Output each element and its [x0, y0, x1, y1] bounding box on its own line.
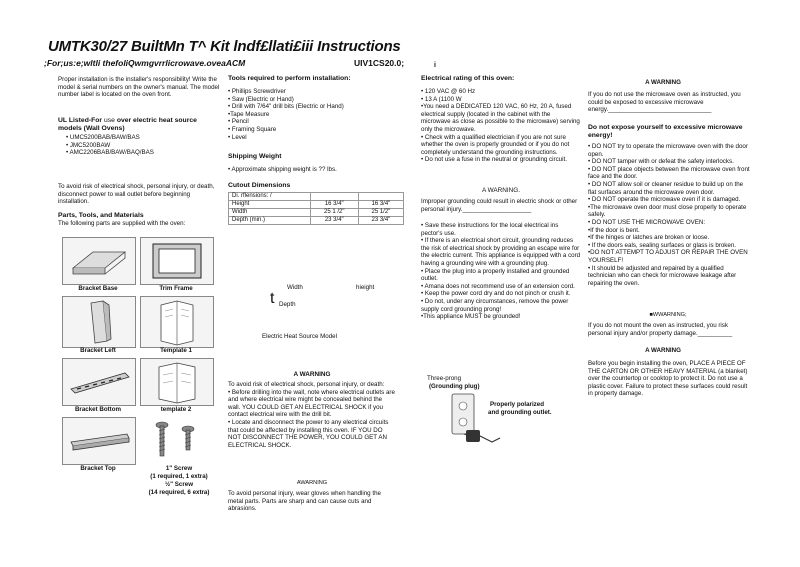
energy-list [588, 143, 750, 287]
part-label: Template 1 [160, 347, 192, 354]
electrical-list [421, 88, 581, 164]
list-item: • Do not use a fuse in the neutral or grounding circuit. [421, 156, 567, 164]
list-item: • 120 VAC @ 60 Hz [421, 88, 476, 95]
list-item: • DO NOT allow soil or cleaner residue to build up on the flat surfaces around the microwave oven door. [588, 180, 744, 196]
tools-list [228, 88, 398, 141]
warning-title: ■WWARNING; [649, 312, 687, 318]
part-label: Bracket Bottom [74, 406, 122, 413]
list-item: •Tape Measure [228, 110, 270, 118]
list-item: • 13 A (1100 W [421, 95, 462, 103]
list-item: • AMC2206BAB/BAW/BAQ/BAS [66, 149, 154, 157]
table-cell: 23 3/4" [358, 217, 403, 225]
warning-title: A WARNING [293, 371, 331, 378]
warning-title: A WARNING. [481, 187, 521, 194]
list-item: • Pencil [228, 118, 249, 126]
table-cell: 16 3/4" [358, 201, 403, 209]
table-row [229, 201, 404, 209]
warning-title: A WARNING [645, 347, 681, 354]
tools-heading: Tools required to perform installation: [228, 75, 351, 82]
grounding-plug-image [446, 390, 556, 453]
table-cell: 25 1/2" [358, 209, 403, 217]
energy-heading: Do not expose yourself to excessive microwave energy! [588, 124, 743, 139]
intro-text: Proper installation is the installer's responsibility! Write the model & serial numbers on the owner's manual. The model number label is located on the oven front. [58, 76, 220, 99]
list-item: • Check with a qualified electrician if you are not sure whether the oven is properly grounded or if you do not completely understand the grounding instructions. [421, 133, 570, 156]
grounding-list [421, 222, 581, 321]
list-item: • Keep the power cord dry and do not pinch or crush it. [421, 290, 571, 298]
warning-text: To avoid risk of electrical shock, personal injury, or death, disconnect power to wall outlet before beginning installation. [58, 183, 215, 206]
part-label: (14 required, 6 extra) [148, 489, 210, 496]
part-label: Bracket Base [78, 285, 118, 292]
diagram-label-t: t [270, 290, 275, 307]
template-2-image [140, 358, 214, 406]
outlet-label: Properly polarized [490, 401, 544, 408]
list-item: • Place the plug into a properly installed and grounded outlet. [421, 267, 570, 283]
parts-heading: Parts, Tools, and Materials [58, 212, 144, 219]
list-item: • Drill with 7/64" drill bits (Electric or Hand) [228, 103, 344, 111]
warning-block [228, 381, 396, 449]
table-cell: Depth (min.) [229, 217, 311, 225]
list-item: • Save these instructions for the local electrical ins pector's use. [421, 222, 559, 237]
list-item: • Framing Square [228, 125, 277, 133]
warning-line: • Locate and disconnect the power to any electrical circuits that could be affected by installing this oven. IF YOU DO NOT DISCONNECT THE POWER, YOU COULD GET AN ELECTRICAL SHOCK. [228, 418, 389, 449]
diagram-caption: Electric Heat Source Model [262, 333, 337, 340]
parts-subheading: The following parts are supplied with the oven: [58, 220, 186, 227]
list-item: • DO NOT try to operate the microwave oven with the door open. [588, 143, 748, 158]
list-item: •The microwave oven door must close properly to operate safely. [588, 203, 747, 219]
warning-title: A WARNING [645, 79, 681, 86]
list-item: •You need a DEDICATED 120 VAC, 60 Hz, 20 A, fused electrical supply (located in the cabinet with the microwave as close as possible to the microwave) serving only the microwave. [421, 103, 580, 133]
model-code: UIV1CS20.0; [354, 58, 405, 68]
plug-label: (Grounding plug) [429, 383, 480, 390]
diagram-label-depth: Depth [279, 301, 296, 308]
bracket-top-image [62, 417, 136, 465]
list-item: •If the door is bent. [588, 226, 640, 234]
ul-heading-bold: UL Listed-For [58, 117, 103, 124]
list-item: • Amana does not recommend use of an extension cord. [421, 282, 575, 290]
list-item: •This appliance MUST be grounded! [421, 313, 521, 321]
marker: i [434, 62, 436, 69]
warning-text: If you do not use the microwave oven as instructed, you could be exposed to excessive microwave energy.______________________________ [588, 91, 741, 114]
table-cell: Height [229, 201, 311, 209]
part-label: Bracket Left [80, 347, 116, 354]
plug-label: Three-prong [427, 375, 462, 382]
part-label: Bracket Top [80, 465, 116, 472]
table-cell: 23 3/4" [310, 217, 358, 225]
ul-heading-bold2: over electric heat source models (Wall Ovens) [58, 117, 197, 132]
table-row [229, 193, 404, 201]
part-label: Trim Frame [159, 285, 193, 292]
ul-heading [58, 117, 220, 133]
warning-line: To avoid risk of electrical shock, personal injury, or death: [228, 381, 385, 388]
table-cell: Di. rflensions: / [229, 193, 311, 201]
warning-text: If you do not mount the oven as instructed, you risk personal injury and/or property damage.__________ [588, 322, 733, 337]
cutout-table [228, 192, 404, 225]
list-item: • DO NOT operate the microwave oven if it is damaged. [588, 196, 741, 204]
bracket-bottom-image [62, 358, 136, 406]
bracket-base-image [62, 237, 136, 285]
page-title: UMTK30/27 BuiltMn T^ Kit lndf£llati£iii Instructions [48, 38, 401, 55]
screws-image [140, 417, 212, 463]
cutout-heading: Cutout Dimensions [228, 182, 291, 189]
list-item: •DO NOT ATTEMPT TO ADJUST OR REPAIR THE OVEN YOURSELF! [588, 249, 748, 264]
list-item: • Saw (Electric or Hand) [228, 95, 294, 103]
diagram-label-width: Width [287, 284, 303, 291]
list-item: • Do not, under any circumstances, remove the power supply cord grounding prong! [421, 297, 569, 313]
table-cell [310, 193, 358, 201]
list-item: • UMC5200BAB/BAW/BAS [66, 134, 140, 141]
list-item: • DO NOT USE THE MICROWAVE OVEN: [588, 218, 706, 226]
warning-text: Improper grounding could result in electric shock or other personal injury.____________________ [421, 198, 578, 213]
model-list [66, 134, 220, 157]
table-row [229, 217, 404, 225]
list-item: • DO NOT place objects between the microwave oven front face and the door. [588, 165, 750, 181]
shipping-text: • Approximate shipping weight is ?? lbs. [228, 166, 337, 173]
bracket-left-image [62, 296, 136, 348]
list-item: • Level [228, 133, 247, 141]
shipping-heading: Shipping Weight [228, 153, 282, 160]
list-item: • If there is an electrical short circuit, grounding reduces the risk of electrical shock by providing an escape wire for the electric current. This appliance is equipped with a cord having a grounding wire with a grounding plug. [421, 237, 581, 267]
table-cell [358, 193, 403, 201]
outlet-label: and grounding outlet. [488, 409, 552, 416]
list-item: • JMC5200BAW [66, 141, 111, 149]
page-subtitle: ;For;us:e;wltli thefoliQwmgvrrlicrowave.oveaACM [44, 58, 246, 68]
warning-text: To avoid personal injury, wear gloves when handling the metal parts. Parts are sharp and can cause cuts and abrasions. [228, 490, 381, 513]
table-row [229, 209, 404, 217]
template-1-image [140, 296, 214, 348]
warning-title: AWARNING [296, 480, 328, 486]
list-item: • Phillips Screwdriver [228, 88, 286, 95]
part-label: template 2 [160, 406, 192, 413]
list-item: • If the doors eals, sealing surfaces or glass is broken. [588, 241, 736, 249]
table-cell: Width [229, 209, 311, 217]
list-item: •If the hinges or latches are broken or loose. [588, 234, 710, 242]
trim-frame-image [140, 237, 214, 285]
screw-labels [140, 465, 218, 497]
warning-line: • Before drilling into the wall, note where electrical outlets are and where electrical wire might be concealed behind the wall. YOU COULD GET AN ELECTRICAL SHOCK if you contact electrical wire with the drill bit. [228, 388, 395, 419]
part-label: ½" Screw [164, 481, 194, 488]
ul-heading-normal: use [102, 117, 117, 124]
warning-text: Before you begin installing the oven, PLACE A PIECE OF THE CARTON OR OTHER HEAVY MATERIAL (a blanket) over the countertop or cooktop to protect it. Do not use a plastic cover. Failure to protect these surfaces could result in property damage. [588, 360, 748, 398]
table-cell: 16 3/4" [310, 201, 358, 209]
diagram-label-height: hieight [356, 284, 375, 291]
part-label: 1" Screw [165, 465, 193, 472]
list-item: • DO NOT tamper with or defeat the safety interlocks. [588, 158, 734, 166]
table-cell: 25 1 /2" [310, 209, 358, 217]
electrical-heading: Electrical rating of this oven: [421, 75, 515, 82]
part-label: (1 required, 1 extra) [150, 473, 208, 480]
list-item: • It should be adjusted and repaired by a qualified technician who can check for microwave leakage after repairing the oven. [588, 264, 737, 287]
